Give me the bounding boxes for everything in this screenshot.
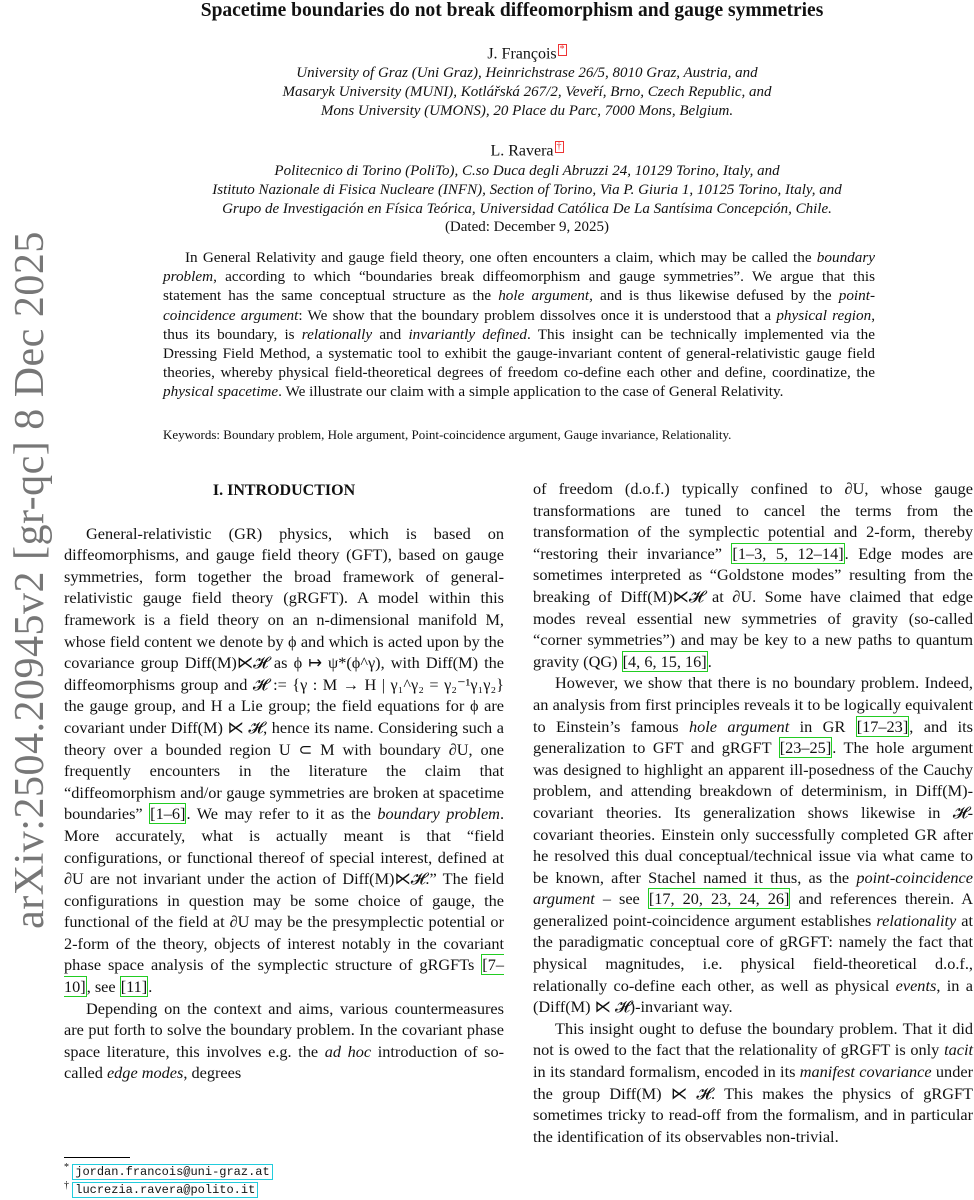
author-2-name: L. Ravera <box>490 142 554 160</box>
arxiv-sidebar <box>4 231 56 929</box>
footnote-2: † lucrezia.ravera@polito.it <box>64 1180 258 1197</box>
left-column <box>64 478 504 1084</box>
intro-paragraph-2: Depending on the context and aims, various countermeasures are put forth to solve the boundary problem. In the covariant phase space literature, this involves e.g. the ad hoc introduction of so-called edge modes, degrees <box>64 998 505 1083</box>
affiliation-1-line-1: University of Graz (Uni Graz), Heinrichstrase 26/5, 8010 Graz, Austria, and <box>296 65 758 81</box>
footnote-rule <box>64 1157 130 1158</box>
affiliation-2-line-1: Politecnico di Torino (PoliTo), C.so Duca degli Abruzzi 24, 10129 Torino, Italy, and <box>274 163 780 179</box>
affiliation-2-line-2: Istituto Nazionale di Fisica Nucleare (INFN), Section of Torino, Via P. Giuria 1, 10125 Torino, Italy, and <box>212 182 842 198</box>
section-heading: I. INTRODUCTION <box>212 482 356 499</box>
citation-link[interactable]: [17, 20, 23, 24, 26] <box>648 889 790 909</box>
citation-link[interactable]: [17–23] <box>856 716 909 736</box>
affiliation-2-line-3: Grupo de Investigación en Física Teórica, Universidad Católica De La Santísima Concepción, Chile. <box>222 201 832 217</box>
citation-link[interactable]: [23–25] <box>779 738 832 758</box>
footnote-link-1[interactable]: * <box>559 44 565 55</box>
abstract-text: In General Relativity and gauge field theory, one often encounters a claim, which may be called the boundary problem, according to which “boundaries break diffeomorphism and gauge symmetries”. We argue that this statement has the same conceptual structure as the hole argument, and is thus likewise defused by the point-coincidence argument: We show that the boundary problem dissolves once it is understood that a physical region, thus its boundary, is relationally and invariantly defined. This insight can be technically implemented via the Dressing Field Method, a systematic tool to exhibit the gauge-invariant content of general-relativistic gauge field theories, whereby physical field-theoretical degrees of freedom co-define each other and define, coordinatize, the physical spacetime. We illustrate our claim with a simple application to the case of General Relativity. <box>163 249 876 401</box>
author-1-name: J. François <box>487 45 557 63</box>
right-paragraph-2: However, we show that there is no boundary problem. Indeed, an analysis from first principles reveals it to be logically equivalent to Einstein’s famous hole argument in GR [17–23], and its generalization to GFT and gRGFT [23–25]. The hole argument was designed to highlight an apparent ill-posedness of the Cauchy problem, and attending breakdown of determinism, in Diff(M)-covariant theories. Its generalization shows likewise in 𝓗-covariant theories. Einstein only successfully completed GR after he resolved this dual conceptual/technical issue via what came to be known, after Stachel named it thus, as the point-coincidence argument – see [17, 20, 23, 24, 26] and references therein. A generalized point-coincidence argument establishes relationality at the paradigmatic conceptual core of gRGFT: namely the fact that physical magnitudes, i.e. physical field-theoretical d.o.f., relationally co-define each other, as well as physical events, in a (Diff(M) ⋉ 𝓗)-invariant way. <box>533 673 974 1017</box>
arxiv-identifier: arXiv:2504.20945v2 [gr-qc] 8 Dec 2025 <box>7 231 53 929</box>
author-1 <box>80 44 974 63</box>
citation-link[interactable]: [1–6] <box>150 804 186 824</box>
affiliation-2 <box>80 162 974 219</box>
author-2 <box>80 141 974 160</box>
citation-link[interactable]: [4, 6, 15, 16] <box>622 651 707 671</box>
dated-line: (Dated: December 9, 2025) <box>444 219 610 235</box>
affiliation-1 <box>80 64 974 121</box>
citation-link[interactable]: [1–3, 5, 12–14] <box>732 543 844 563</box>
abstract <box>163 248 875 402</box>
affiliation-1-line-2: Masaryk University (MUNI), Kotlářská 267/2, Veveří, Brno, Czech Republic, and <box>282 84 772 100</box>
email-link-2[interactable]: lucrezia.ravera@polito.it <box>72 1182 258 1198</box>
intro-paragraph-1: General-relativistic (GR) physics, which is based on diffeomorphisms, and gauge field theory (GFT), based on gauge symmetries, form together the broad framework of general-relativistic gauge field theory (gRGFT). A model within this framework is a field theory on an n-dimensional manifold M, whose field content we denote by ϕ and which is acted upon by the covariance group Diff(M)⋉𝓗 as ϕ ↦ ψ*(ϕ^γ), with Diff(M) the diffeomorphisms group and 𝓗 := {γ : M → H | γ₁^γ₂ = γ₂⁻¹γ₁γ₂} the gauge group, and H a Lie group; the field equations for ϕ are covariant under Diff(M) ⋉ 𝓗, hence its name. Considering such a theory over a bounded region U ⊂ M with boundary ∂U, one frequently encounters in the literature the claim that “diffeomorphism and/or gauge symmetries are broken at spacetime boundaries” [1–6]. We may refer to it as the boundary problem. More accurately, what is actually meant is that “field configurations, or functional thereof of special interest, defined at ∂U are not invariant under the action of Diff(M)⋉𝓗.” The field configurations in question may be some choice of gauge, the functional of the field at ∂U may be the presymplectic potential or 2-form of the theory, objects of interest notably in the covariant phase space analysis of the symplectic structure of gRGFTs [7–10], see [11]. <box>64 523 505 997</box>
keywords: Keywords: Boundary problem, Hole argument, Point-coincidence argument, Gauge invariance, Relationality. <box>163 427 732 442</box>
right-paragraph-1: of freedom (d.o.f.) typically confined to ∂U, whose gauge transformations are tuned to cancel the terms from the transformation of the symplectic potential and 2-form, thereby “restoring their invariance” [1–3, 5, 12–14]. Edge modes are sometimes interpreted as “Goldstone modes” resulting from the breaking of Diff(M)⋉𝓗 at ∂U. Some have claimed that edge modes reveal essential new symmetries of gravity (so-called “corner symmetries”) and may be key to a new paths to quantum gravity (QG) [4, 6, 15, 16]. <box>533 479 973 671</box>
email-link-1[interactable]: jordan.francois@uni-graz.at <box>72 1164 272 1180</box>
citation-link[interactable]: [11] <box>120 977 148 997</box>
affiliation-1-line-3: Mons University (UMONS), 20 Place du Parc, 7000 Mons, Belgium. <box>320 103 734 119</box>
footnote-1: * jordan.francois@uni-graz.at <box>64 1162 273 1179</box>
citation-link[interactable]: [7–10] <box>64 955 504 997</box>
paper-title: Spacetime boundaries do not break diffeomorphism and gauge symmetries <box>200 0 824 21</box>
footnote-link-2[interactable]: † <box>556 141 562 152</box>
right-column <box>533 478 973 1147</box>
right-paragraph-3: This insight ought to defuse the boundary problem. That it did not is owed to the fact that the relationality of gRGFT is only tacit in its standard formalism, encoded in its manifest covariance under the group Diff(M) ⋉ 𝓗. This makes the physics of gRGFT sometimes tricky to read-off from the formalism, and in particular the identification of its observables non-trivial. <box>533 1018 973 1146</box>
